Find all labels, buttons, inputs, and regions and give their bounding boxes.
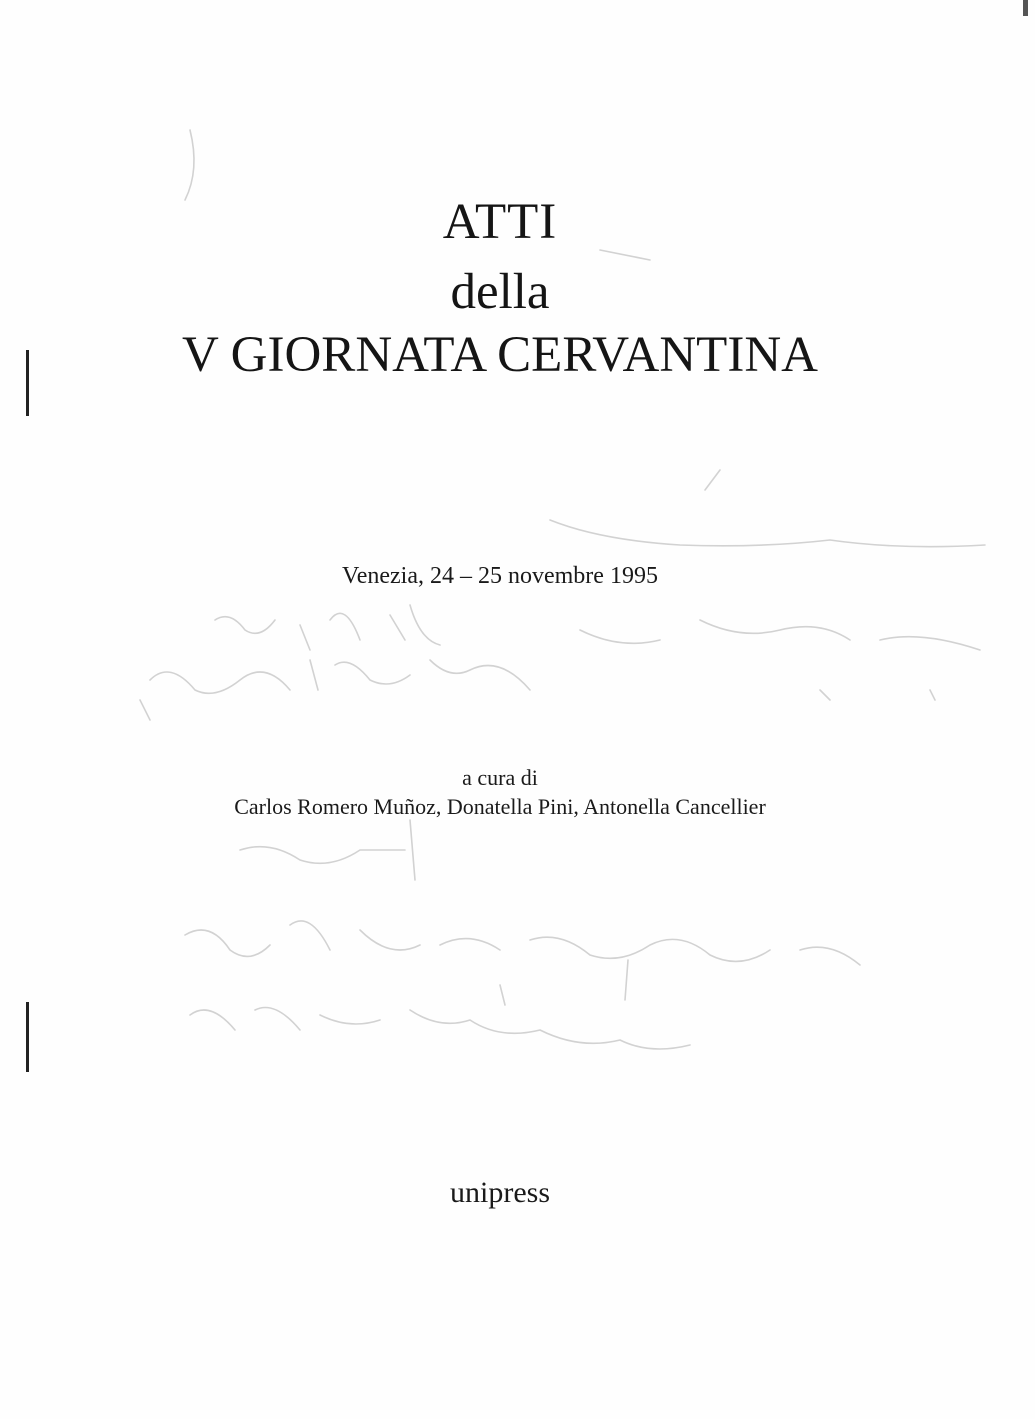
title-line-3: V GIORNATA CERVANTINA xyxy=(182,327,818,383)
corner-mark xyxy=(1023,0,1028,16)
editors-label: a cura di xyxy=(462,765,538,790)
place-date: Venezia, 24 – 25 novembre 1995 xyxy=(342,563,658,589)
publisher: unipress xyxy=(450,1176,550,1209)
title-line-1: ATTI xyxy=(442,194,558,250)
binding-mark-bottom xyxy=(26,1002,29,1072)
editors: Carlos Romero Muñoz, Donatella Pini, Antonella Cancellier xyxy=(234,794,766,819)
title-line-2: della xyxy=(450,264,550,320)
